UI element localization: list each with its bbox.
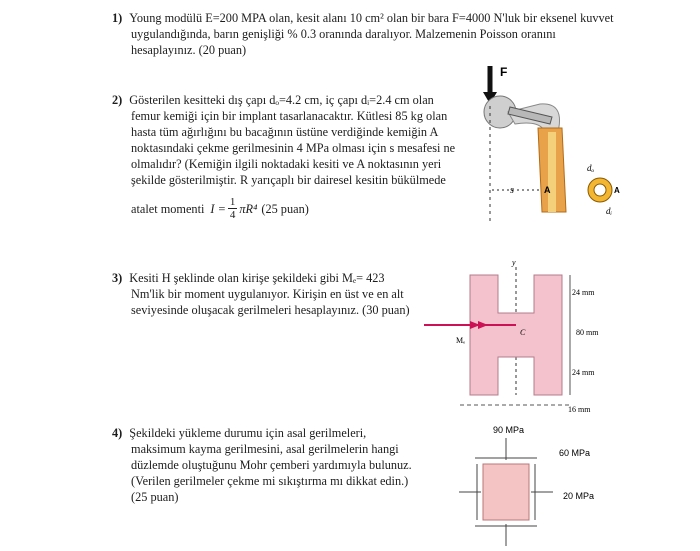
question-text-line: düzlemde oluştuğunu Mohr çemberi yardımıyla bulunuz.: [131, 458, 412, 472]
formula-prefix: atalet momenti: [131, 201, 205, 216]
normal-stress-top-label: 90 MPa: [493, 425, 525, 435]
normal-stress-side-label: 60 MPa: [559, 448, 591, 458]
question-text-line: Kesiti H şeklinde olan kirişe şekildeki gibi Mₑ= 423: [129, 271, 385, 285]
moment-label: Mₑ: [456, 336, 466, 345]
question-text-line: (Verilen gerilmeler çekme mi sıkıştırma mı dikkat edin.): [131, 474, 409, 488]
outer-diameter-label: dₒ: [587, 163, 595, 173]
formula-denominator: 4: [229, 209, 236, 221]
question-text-line: uygulandığında, barın genişliği % 0.3 oranında daralıyor. Malzemenin Poisson oranını: [131, 27, 556, 41]
s-label: s: [510, 185, 514, 196]
y-axis-label: y: [512, 258, 516, 267]
formula-numerator: 1: [229, 196, 236, 208]
shear-stress-label: 20 MPa: [563, 491, 595, 501]
formula-rest: πR⁴: [239, 201, 258, 216]
question-text-line: Nm'lik bir moment uygulanıyor. Kirişin en üst ve en alt: [131, 287, 404, 301]
formula-lhs: I =: [210, 201, 226, 216]
question-number: 2): [112, 93, 123, 107]
formula-fraction: [228, 196, 238, 221]
flange-dimension-top: 24 mm: [572, 288, 595, 297]
question-text-line: femur kemiği için bir implant tasarlanacaktır. Kütlesi 85 kg olan: [131, 109, 448, 123]
point-a-label: A: [544, 185, 551, 195]
question-1: [112, 10, 652, 58]
question-text-line: seviyesinde oluşacak gerilmeleri hesaplayınız. (30 puan): [131, 303, 410, 317]
question-text-line: olmalıdır? (Kemiğin ilgili noktadaki kesiti ve A noktasının yeri: [131, 157, 442, 171]
web-dimension: 80 mm: [576, 328, 599, 337]
inner-diameter-label: dᵢ: [606, 206, 612, 216]
question-text-line: hesaplayınız. (20 puan): [131, 43, 247, 57]
question-number: 3): [112, 271, 123, 285]
centroid-label: C: [520, 328, 526, 337]
question-text-line: Young modülü E=200 MPA olan, kesit alanı 10 cm² olan bir bara F=4000 N'luk bir eksenel kuvvet: [129, 11, 614, 25]
femur-figure: [470, 62, 620, 222]
stress-element-figure: [455, 420, 625, 551]
width-dimension: 16 mm: [568, 405, 591, 414]
question-text-line: (25 puan): [131, 490, 179, 504]
flange-dimension-bottom: 24 mm: [572, 368, 595, 377]
question-text-line: noktasındaki çekme gerilmesinin 4 MPa olması için s mesafesi ne: [131, 141, 456, 155]
question-text-line: maksimum kayma gerilmesini, asal gerilmelerin hangi: [131, 442, 399, 456]
formula-points: (25 puan): [261, 201, 309, 216]
stress-element: [483, 464, 529, 520]
force-label: F: [500, 65, 508, 79]
question-2: [112, 92, 462, 221]
implant-stem: [548, 132, 556, 212]
question-3: [112, 270, 422, 318]
question-4: [112, 425, 442, 505]
question-text-line: Şekildeki yükleme durumu için asal gerilmeleri,: [129, 426, 367, 440]
question-number: 1): [112, 11, 123, 25]
inertia-formula: [131, 196, 462, 221]
question-text-line: şekilde gösterilmiştir. R yarıçaplı bir dairesel kesitin bükülmede: [131, 173, 446, 187]
h-beam-figure: [420, 255, 620, 415]
question-text-line: hasta tüm ağırlığını bu bacağının üstüne verdiğinde kemiğin A: [131, 125, 439, 139]
question-number: 4): [112, 426, 123, 440]
cross-section-inner: [594, 184, 606, 196]
cross-section-a-label: A: [614, 186, 620, 195]
question-text-line: Gösterilen kesitteki dış çapı dₒ=4.2 cm, iç çapı dᵢ=2.4 cm olan: [129, 93, 434, 107]
